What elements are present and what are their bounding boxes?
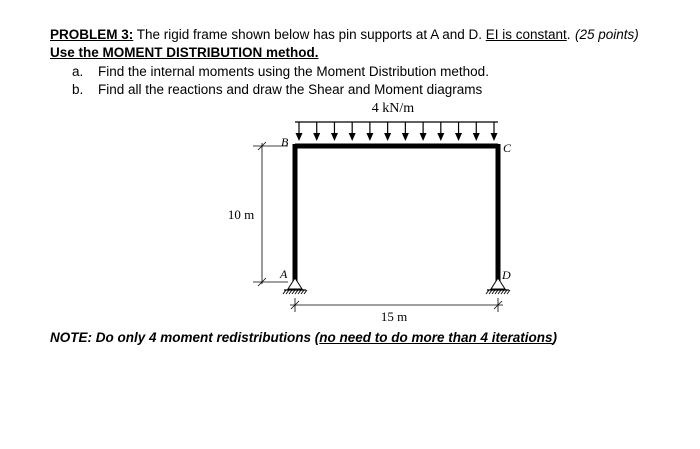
distributed-load-arrows [296,122,498,141]
node-b-label: B [281,135,289,149]
load-label: 4 kN/m [371,101,415,116]
problem-number: PROBLEM 3: [50,27,134,42]
load-arrow [455,122,462,141]
load-arrow [420,122,427,141]
height-label: 10 m [227,207,255,222]
load-arrow [331,122,338,141]
task-b-text: Find all the reactions and draw the Shear and Moment diagrams [98,82,483,97]
task-a-label: a. [72,64,84,79]
load-arrow [491,122,498,141]
note-suffix: ) [552,330,558,345]
node-c-label: C [503,141,512,155]
load-arrow [313,122,320,141]
height-dimension [253,142,288,286]
load-arrow [473,122,480,141]
load-arrow [349,122,356,141]
span-label: 15 m [380,309,408,324]
load-arrow [296,122,303,141]
node-d-label: D [502,268,511,282]
note-prefix: NOTE: Do only 4 moment redistributions ( [50,330,320,345]
method-instruction: Use the MOMENT DISTRIBUTION method. [50,45,319,60]
problem-description: The rigid frame shown below has pin supports at A and D. [136,27,482,42]
load-arrow [384,122,391,141]
note [50,330,557,345]
points-label: (25 points) [575,27,639,42]
load-arrow [366,122,373,141]
task-b-label: b. [72,82,84,97]
node-a-label: A [280,267,288,281]
ei-period: . [566,27,571,42]
note-underlined: no need to do more than 4 iterations [319,330,553,345]
task-a-text: Find the internal moments using the Moment Distribution method. [98,64,489,79]
load-arrow [402,122,409,141]
load-arrow [437,122,444,141]
ei-constant-text: EI is constant [485,27,567,42]
